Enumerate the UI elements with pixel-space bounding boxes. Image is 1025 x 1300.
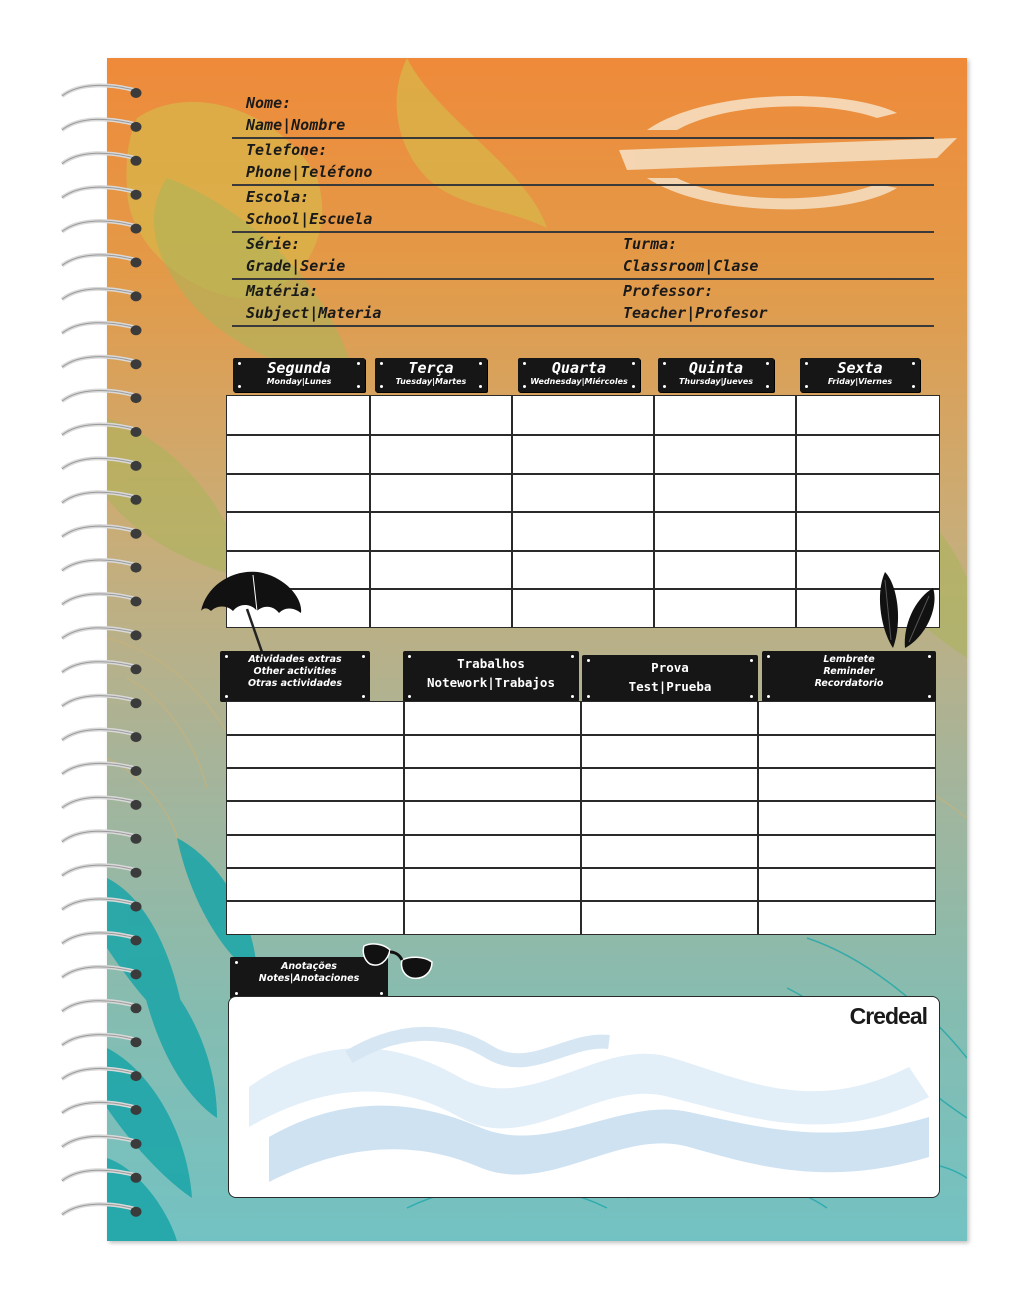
spiral-coil bbox=[62, 763, 134, 774]
classroom-field-label: Turma: Classroom|Clase bbox=[623, 235, 759, 275]
binding-hole bbox=[131, 1139, 142, 1149]
binding-hole bbox=[131, 597, 142, 607]
tab-notework: Trabalhos Notework|Trabajos bbox=[403, 651, 579, 702]
spiral-coil bbox=[62, 967, 134, 978]
spiral-coil bbox=[62, 187, 134, 198]
schedule-grid[interactable] bbox=[226, 395, 940, 628]
grade-field-label: Série: Grade|Serie bbox=[246, 235, 346, 275]
tab-monday: Segunda Monday|Lunes bbox=[233, 358, 365, 392]
tab-reminder: Lembrete Reminder Recordatorio bbox=[762, 651, 936, 702]
notes-area[interactable] bbox=[228, 996, 940, 1198]
binding-hole bbox=[131, 698, 142, 708]
binding-hole bbox=[131, 291, 142, 301]
spiral-coil bbox=[62, 323, 134, 334]
spiral-coil bbox=[62, 594, 134, 605]
spiral-coil bbox=[62, 831, 134, 842]
subject-field-line[interactable] bbox=[232, 325, 934, 327]
spiral-coil bbox=[62, 1136, 134, 1147]
spiral-coil bbox=[62, 899, 134, 910]
spiral-coil bbox=[62, 1102, 134, 1113]
binding-hole bbox=[131, 156, 142, 166]
spiral-coil bbox=[62, 865, 134, 876]
beach-umbrella-icon bbox=[197, 563, 307, 658]
binding-hole bbox=[131, 325, 142, 335]
binding-hole bbox=[131, 427, 142, 437]
spiral-coil bbox=[62, 391, 134, 402]
spiral-coil bbox=[62, 628, 134, 639]
binding-hole bbox=[131, 1105, 142, 1115]
binding-hole bbox=[131, 1207, 142, 1217]
spiral-binding bbox=[40, 70, 150, 1230]
binding-hole bbox=[131, 563, 142, 573]
activities-grid[interactable] bbox=[226, 701, 936, 935]
binding-hole bbox=[131, 732, 142, 742]
binding-hole bbox=[131, 393, 142, 403]
binding-hole bbox=[131, 190, 142, 200]
binding-hole bbox=[131, 1071, 142, 1081]
spiral-coil bbox=[62, 1204, 134, 1215]
spiral-coil bbox=[62, 153, 134, 164]
name-field-label: Nome: Name|Nombre bbox=[246, 94, 346, 134]
binding-hole bbox=[131, 936, 142, 946]
spiral-coil bbox=[62, 1069, 134, 1080]
binding-hole bbox=[131, 800, 142, 810]
spiral-coil bbox=[62, 1035, 134, 1046]
spiral-coil bbox=[62, 560, 134, 571]
tab-extra-activities: Atividades extras Other activities Otras actividades bbox=[220, 651, 370, 702]
waves-decoration bbox=[229, 997, 939, 1197]
tab-wednesday: Quarta Wednesday|Miércoles bbox=[518, 358, 640, 392]
binding-hole bbox=[131, 529, 142, 539]
tab-friday: Sexta Friday|Viernes bbox=[800, 358, 920, 392]
phone-field-label: Telefone: Phone|Teléfono bbox=[246, 141, 373, 181]
binding-hole bbox=[131, 1173, 142, 1183]
tab-test: Prova Test|Prueba bbox=[582, 655, 758, 702]
binding-hole bbox=[131, 630, 142, 640]
subject-field-label: Matéria: Subject|Materia bbox=[246, 282, 382, 322]
binding-hole bbox=[131, 902, 142, 912]
spiral-coil bbox=[62, 730, 134, 741]
binding-hole bbox=[131, 495, 142, 505]
binding-hole bbox=[131, 461, 142, 471]
tab-thursday: Quinta Thursday|Jueves bbox=[658, 358, 774, 392]
spiral-coil bbox=[62, 458, 134, 469]
school-field-label: Escola: School|Escuela bbox=[246, 188, 373, 228]
spiral-coil bbox=[62, 119, 134, 130]
spiral-coil bbox=[62, 933, 134, 944]
spiral-coil bbox=[62, 85, 134, 96]
spiral-coil bbox=[62, 696, 134, 707]
spiral-coil bbox=[62, 797, 134, 808]
binding-hole bbox=[131, 122, 142, 132]
spiral-coil bbox=[62, 357, 134, 368]
binding-hole bbox=[131, 868, 142, 878]
binding-hole bbox=[131, 1037, 142, 1047]
spiral-coil bbox=[62, 526, 134, 537]
sunglasses-icon bbox=[362, 938, 440, 988]
brand-logo: Credeal bbox=[849, 1003, 927, 1029]
binding-hole bbox=[131, 1003, 142, 1013]
spiral-coil bbox=[62, 1170, 134, 1181]
binding-hole bbox=[131, 88, 142, 98]
tab-notes: Anotações Notes|Anotaciones bbox=[230, 957, 388, 999]
binding-hole bbox=[131, 969, 142, 979]
surfboards-icon bbox=[867, 570, 947, 650]
spiral-coil bbox=[62, 424, 134, 435]
spiral-coil bbox=[62, 289, 134, 300]
teacher-field-label: Professor: Teacher|Profesor bbox=[623, 282, 768, 322]
tab-tuesday: Terça Tuesday|Martes bbox=[375, 358, 487, 392]
binding-hole bbox=[131, 766, 142, 776]
binding-hole bbox=[131, 359, 142, 369]
binding-hole bbox=[131, 224, 142, 234]
spiral-coil bbox=[62, 1001, 134, 1012]
spiral-coil bbox=[62, 221, 134, 232]
spiral-coil bbox=[62, 492, 134, 503]
spiral-coil bbox=[62, 255, 134, 266]
binding-hole bbox=[131, 834, 142, 844]
binding-hole bbox=[131, 664, 142, 674]
spiral-coil bbox=[62, 662, 134, 673]
binding-hole bbox=[131, 258, 142, 268]
